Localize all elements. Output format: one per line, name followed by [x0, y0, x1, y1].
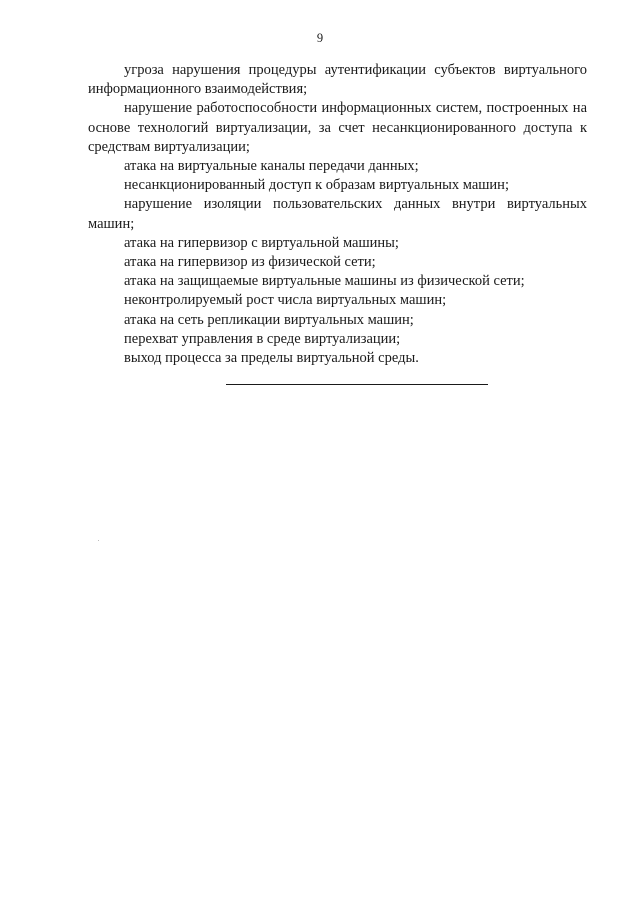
list-item: перехват управления в среде виртуализации;	[124, 330, 401, 347]
scan-speck	[98, 540, 99, 541]
list-item: нарушение работоспособности информационных систем, построенных на основе технологий виртуализации, за счет несанкционированного доступа к средствам виртуализации;	[88, 100, 587, 155]
end-of-text-rule	[226, 384, 488, 385]
list-item: несанкционированный доступ к образам виртуальных машин;	[124, 177, 509, 194]
list-item: угроза нарушения процедуры аутентификации субъектов виртуального информационного взаимодействия;	[88, 62, 587, 98]
list-item: атака на гипервизор из физической сети;	[124, 254, 376, 271]
list-item: атака на гипервизор с виртуальной машины;	[124, 234, 399, 251]
threat-list	[88, 61, 587, 368]
list-item: неконтролируемый рост числа виртуальных машин;	[124, 292, 447, 309]
list-item: атака на защищаемые виртуальные машины из физической сети;	[124, 273, 525, 290]
list-item: атака на виртуальные каналы передачи данных;	[124, 158, 419, 175]
list-item: нарушение изоляции пользовательских данных внутри виртуальных машин;	[88, 196, 587, 232]
page-number: 9	[316, 31, 324, 45]
list-item: атака на сеть репликации виртуальных машин;	[124, 311, 414, 328]
list-item: выход процесса за пределы виртуальной среды.	[124, 350, 419, 367]
